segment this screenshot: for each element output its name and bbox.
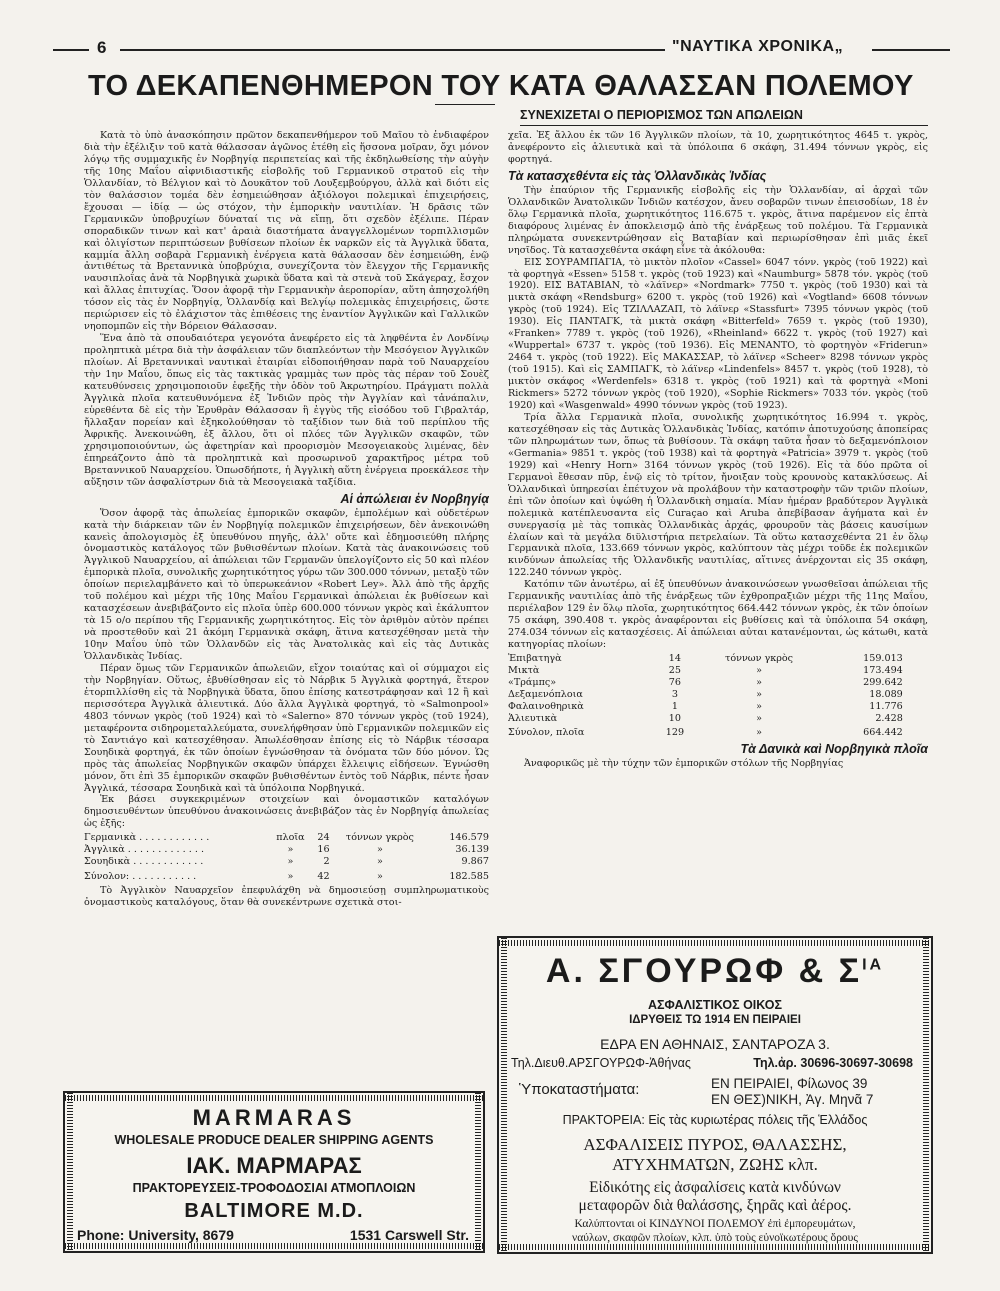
table-cell: 129 — [665, 727, 685, 739]
table-cell: 11.776 — [869, 700, 903, 712]
table-cell: Σουηδικὰ . . . . . . . . . . . . — [84, 856, 204, 868]
table-cell: 182.585 — [449, 871, 489, 883]
subhead-underline — [520, 125, 928, 126]
table-cell: 36.139 — [455, 844, 489, 856]
table-row — [508, 701, 903, 713]
ad-city: BALTIMORE M.D. — [184, 1200, 364, 1222]
table-cell: » — [376, 856, 383, 868]
table-row — [84, 844, 489, 856]
table-cell: 76 — [668, 676, 682, 688]
table-cell: 42 — [317, 871, 330, 883]
section-heading-norway-losses: Αἱ ἀπώλειαι ἐν Νορβηγίᾳ — [340, 491, 489, 506]
ad-company-name-latin: MARMARAS — [192, 1105, 356, 1130]
paragraph: Ἐκ βάσει συγκεκριμένων στοιχείων καὶ ὀνομαστικῶν καταλόγων δημοσιευθέντων ὑπευθύνου ἀνακοινώσεις ἀνεβιβάζον τὰς ἐν Νορβηγίᾳ ἀπωλείας ὡς ἐξῆς: — [84, 794, 489, 830]
ad-insurance-types-1: ΑΣΦΑΛΙΣΕΙΣ ΠΥΡΟΣ, ΘΑΛΑΣΣΗΣ, — [583, 1135, 847, 1154]
ad-border-pattern — [499, 1244, 931, 1250]
table-cell: 25 — [668, 664, 682, 676]
german-losses-by-category-table — [508, 653, 903, 739]
sgouros-insurance-advertisement — [497, 936, 933, 1254]
table-cell: 3 — [671, 688, 678, 700]
ad-branches-label: Ὑποκαταστήματα: — [519, 1081, 640, 1098]
paragraph: Τρία ἄλλα Γερμανικὰ πλοῖα, συνολικῆς χωρητικότητος 16.994 τ. γκρὸς, κατεσχέθησαν εἰς τὰς Δυτικὰς Ὁλλανδικὰς Ἰνδίας, κατόπιν ἀποτυχούσης ἀποπείρας τῶν πληρωμάτων των, ὅπως τὰ βυθίσουν. Τὰ σκάφη ταῦτα ἦσαν τὸ δεξαμενόπλοιον «Germania» 9851 τ. γκρὸς (τοῦ 1938) καὶ τὰ φορτηγὰ «Patricia» 3979 τ. γκρὸς (τοῦ 1929) καὶ «Henry Horn» 3164 τόννων γκρὸς (τοῦ 1926). Εἰς τὰ δύο πρῶτα οἱ Γερμανοὶ ἔθεσαν πῦρ, ἐνῷ εἰς τὸ τρίτον, ἤνοιξαν τοὺς κρουνοὺς κατακλύσεως. Αἱ Ὁλλανδικαὶ ὑπηρεσίαι ἐπέτυχον νὰ προλάβουν τὴν καταστροφὴν τῶν τριῶν πλοίων, ἐπὶ τῶν ὁποίων καὶ ὑψώθη ἡ Ὁλλανδικὴ σημαία. Μίαν ἡμέραν βραδύτερον Ἀγγλικὰ πολεμικὰ κατέπλευσαντα εἰς Curaçao καὶ Aruba ἀπεβίβασαν ἀγήματα καὶ ἐν συνεργασίᾳ μὲ τὰς τοπικὰς Ὁλλανδικὰς ἀρχάς, φρουροῦν τὰς βάσεις καυσίμων ἐλαίων καὶ τὰ μεγάλα διϋλιστήρια πετρελαίων. Τὰ οὕτω κατασχεθέντα 21 ἐν ὅλῳ Γερμανικὰ πλοῖα, 133.669 τόννων γκρὸς, καλύπτουν τὰς μέχρι τοῦδε ἐκ πολεμικῶν κινδύνων ἀπωλείας τῆς Ὁλλανδικῆς ναυτιλίας, αἵτινες ἀνέρχονται εἰς 35 σκάφη, 122.240 τόννων γκρὸς. — [508, 411, 928, 579]
ad-headquarters: ΕΔΡΑ ΕΝ ΑΘΗΝΑΙΣ, ΣΑΝΤΑΡΟΖΑ 3. — [600, 1036, 830, 1052]
company-name-superscript: ΙΑ — [862, 956, 885, 974]
paragraph: Κατὰ τὸ ὑπὸ ἀνασκόπησιν πρῶτον δεκαπενθήμερον τοῦ Μαΐου τὸ ἐνδιαφέρον διὰ τὴν ἐξέλιξιν τοῦ κατὰ θάλασσαν ἀγῶνος ἐτέθη εἰς ἥσσονα μοῖραν, ὄχι μόνον λόγῳ τῆς συμμαχικῆς ἐν Νορβηγίᾳ περιπετείας καὶ τῆς ἐκδηλωθείσης τὴν αὐγὴν τῆς 10ης Μαΐου αἰφνιδιαστικῆς εἰσβολῆς τοῦ Γερμανικοῦ στρατοῦ εἰς τὴν Ὁλλανδίαν, τὸ Βέλγιον καὶ τὸ Δουκᾶτον τοῦ Λουξεμβούργου, ἀλλὰ καὶ διότι εἰς τὸν θαλάσσιον τομέα δὲν ἐσημειώθησαν ἀξιόλογοι πολεμικαὶ ἐπιχειρήσεις, ἔχουσαι — ἰδίᾳ — ὡς στόχον, τὴν ἐμπορικὴν ναυτιλίαν. Ἡ δρᾶσις τῶν Γερμανικῶν ὑποβρυχίων δύναταί τις νὰ εἴπῃ, ὅτι σχεδὸν ἐξέλιπε. Πέραν σποραδικῶν τινων καὶ κατ' ἀραιὰ διαστήματα ἀναγγελλομένων τορπιλλισμῶν καὶ ὀλιγίστων περιπτώσεων βυθίσεων πλοίων ἐκ ναρκῶν εἰς τὰ Ἀγγλικὰ ὕδατα, καμμία ἄλλη σοβαρὰ Γερμανικὴ ἐνέργεια κατὰ θάλασσαν δὲν ἐσημειώθη, ἐνῷ ἀντιθέτως τὰ Βρεταννικὰ ὑποβρύχια, συνεχίζοντα τὸν ἔλεγχον τῆς Γερμανικῆς ναυσιπλοΐας ἀνὰ τὰ Νορβηγικὰ χωρικὰ ὕδατα καὶ τὰ στενὰ τοῦ Σκάγεραχ, ἔσχον καὶ ἄλλας ἐπιτυχίας. Ὅσον ἀφορᾷ τὴν Γερμανικὴν ἀεροπορίαν, αὕτη ἀπησχολήθη τόσον εἰς τὰς ἐν Νορβηγίᾳ, Ὁλλανδίᾳ καὶ Βελγίῳ πολεμικὰς ἐπιχειρήσεις, ὥστε περιώρισεν εἰς τὸ ἐλάχιστον τὰς ἐπιθέσεις της ἐναντίον Ἀγγλικῶν καὶ Γαλλικῶν νηοπομπῶν εἰς τὴν Βόρειον Θάλασσαν. — [84, 130, 489, 333]
table-cell: » — [756, 676, 762, 688]
ad-business-description: WHOLESALE PRODUCE DEALER SHIPPING AGENTS — [114, 1133, 434, 1147]
table-cell: 2.428 — [875, 712, 903, 724]
table-cell: » — [756, 700, 762, 712]
table-row — [508, 653, 903, 665]
header-rule-left — [53, 49, 89, 51]
marmaras-advertisement — [63, 1091, 485, 1253]
ad-tagline: ΑΣΦΑΛΙΣΤΙΚΟΣ ΟΙΚΟΣ — [648, 998, 782, 1012]
table-cell: 9.867 — [461, 856, 489, 868]
table-cell: Γερμανικὰ . . . . . . . . . . . . — [84, 832, 210, 844]
table-cell: Φαλαινοθηρικὰ — [508, 700, 584, 712]
ad-branch-thessaloniki: ΕΝ ΘΕΣ)ΝΙΚΗ, Ἀγ. Μηνᾶ 7 — [711, 1092, 874, 1107]
ad-telegraph: Τηλ.Διευθ.ΑΡΣΓΟΥΡΩΦ-Ἀθήνας — [511, 1056, 691, 1070]
page-number: 6 — [97, 38, 107, 57]
table-cell: «Τράμπς» — [508, 676, 557, 688]
table-cell: 664.442 — [863, 727, 903, 739]
norway-losses-table — [84, 832, 489, 883]
table-row — [508, 689, 903, 701]
table-cell: » — [756, 664, 762, 676]
paragraph: Ἕνα ἀπὸ τὰ σπουδαιότερα γεγονότα ἀνεφέρετο εἰς τὰ ληφθέντα ἐν Λονδίνῳ προληπτικὰ μέτρα διὰ τὴν ἀσφάλειαν τῶν διαπλεόντων τὴν Μεσόγειον Ἀγγλικῶν πλοίων. Αἱ Βρεταννικαὶ ναυτικαὶ ἑταιρίαι εἰδοποιήθησαν παρὰ τοῦ Ναυαρχείου τὴν 1ην Μαΐου, ὅπως εἰς τὰς τακτικὰς γραμμὰς των πρὸς τὰς πέραν τοῦ Σουὲζ κατευθύνσεις χρησιμοποιοῦν ἐφεξῆς τὴν ὁδὸν τοῦ Ἀκρωτηρίου. Πράγματι πολλὰ Ἀγγλικὰ πλοῖα κατευθυνόμενα ἐξ Ἰνδιῶν πρὸς τὴν Ἀγγλίαν καὶ τἀνάπαλιν, εὑρεθέντα δὲ εἰς τὴν Ἐρυθρὰν Θάλασσαν ἢ ἐγγὺς τῆς εἰσόδου τοῦ Γιβραλτάρ, ἤλλαξαν πορείαν καὶ ἐξηκολούθησαν τὸ ταξίδιον των διὰ τοῦ περίπλου τῆς Ἀφρικῆς. Ἀνεκοινώθη, ἐξ ἄλλου, ὅτι οἱ πλόες τῶν Ἀγγλικῶν σκαφῶν, τῶν χρησιμοποιούντων, ὡς ἀφετηρίαν καὶ προορισμὸν Μεσογειακοὺς λιμένας, δὲν ἐπηρεάζοντο ἀπὸ τὰ προληπτικὰ καὶ προσωρινοῦ χαρακτῆρος μέτρα τοῦ Βρεταννικοῦ Ναυαρχείου. Ὁπωσδήποτε, ἡ Ἀγγλικὴ αὕτη ἐνέργεια προεκάλεσε τὴν αὔξησιν τῶν ἀσφαλίστρων διὰ τὰ Μεσογειακὰ ταξίδια. — [84, 333, 489, 488]
table-cell: Μικτὰ — [508, 664, 540, 676]
ad-company-name-greek: ΙΑΚ. ΜΑΡΜΑΡΑΣ — [186, 1153, 362, 1178]
table-total-row — [84, 868, 489, 883]
table-total-row — [508, 724, 903, 739]
right-column — [508, 130, 928, 930]
ad-war-risks-1: Καλύπτονται οἱ ΚΙΝΔΥΝΟΙ ΠΟΛΕΜΟΥ ἐπὶ ἐμπορευμάτων, — [574, 1218, 856, 1230]
table-cell: τόννων γκρὸς — [345, 832, 414, 844]
table-cell: 16 — [317, 844, 330, 856]
ad-company-name — [499, 952, 931, 991]
table-cell: Ἐπιβατηγὰ — [508, 653, 562, 665]
table-cell: Ἁλιευτικὰ — [508, 712, 558, 724]
ad-address: 1531 Carswell Str. — [349, 1227, 469, 1243]
table-cell: » — [287, 844, 294, 856]
table-cell: » — [376, 871, 383, 883]
ad-services-greek: ΠΡΑΚΤΟΡΕΥΣΕΙΣ-ΤΡΟΦΟΔΟΣΙΑΙ ΑΤΜΟΠΛΟΙΩΝ — [132, 1181, 416, 1195]
paragraph: ΕΙΣ ΣΟΥΡΑΜΠΑΓΙΑ, τὸ μικτὸν πλοῖον «Cassel» 6047 τόνν. γκρὸς (τοῦ 1922) καὶ τὰ φορτηγὰ «Essen» 5158 τ. γκρὸς (τοῦ 1923) καὶ «Naumburg» 5878 τόν. γκρὸς (τοῦ 1920). ΕΙΣ ΒΑΤΑΒΙΑΝ, τὸ «λάϊνερ» «Nordmark» 7750 τ. γκρὸς (τοῦ 1930) καὶ τὰ μικτὰ σκάφη «Rendsburg» 6200 τ. γκρὸς (τοῦ 1926) καὶ «Vogtland» 6608 τόννων γκρὸς (τοῦ 1924). Εἰς ΤΖΙΛΛΑΖΑΠ, τὸ λάϊνερ «Stassfurt» 7395 τόννων γκρὸς (τοῦ 1930). Εἰς ΠΑΝΤΑΓΚ, τὰ μικτὰ σκάφη «Bitterfeld» 7659 τ. γκρὸς (τοῦ 1930), «Franken» 7789 τ. γκρὸς (τοῦ 1926), «Rheinland» 6622 τ. γκρὸς (τοῦ 1927) καὶ «Wuppertal» 6737 τ. γκρὸς (τοῦ 1936). Εἰς ΜΕΝΑΝΤΟ, τὸ φορτηγὸν «Friderun» 2464 τ. γκρὸς (τοῦ 1922). Εἰς ΜΑΚΑΣΣΑΡ, τὸ λάϊνερ «Scheer» 8298 τόννων γκρὸς (τοῦ 1915). Καὶ εἰς ΣΑΜΠΑΓΚ, τὸ λάϊνερ «Lindenfels» 8457 τ. γκρὸς (τοῦ 1928), τὸ μικτὸν σκάφος «Werdenfels» 6318 τ. γκρὸς (τοῦ 1921) καὶ τὰ φορτηγὰ «Moni Rickmers» 5272 τόννων γκρὸς (τοῦ 1920), «Sophie Rickmers» 7033 τόν. γκρὸς (τοῦ 1920) καὶ «Wasgenwald» 4990 τόννων γκρὸς (τοῦ 1923). — [508, 256, 928, 412]
table-row — [84, 832, 489, 844]
table-row — [84, 856, 489, 868]
table-cell: Δεξαμενόπλοια — [508, 688, 583, 700]
ad-phone: Phone: University, 8679 — [77, 1227, 234, 1243]
table-cell: 299.642 — [863, 676, 903, 688]
table-cell: » — [376, 844, 383, 856]
paragraph: Ὅσον ἀφορᾷ τὰς ἀπωλείας ἐμπορικῶν σκαφῶν, ἐμπολέμων καὶ οὐδετέρων κατὰ τὴν διάρκειαν τῶν ἐν Νορβηγίᾳ πολεμικῶν ἐπιχειρήσεων, δὲν ἀνεκοινώθη κανεὶς ἀπολογισμὸς ἐξ ὑπευθύνου πηγῆς, ἀλλ' οὔτε καὶ ἐδημοσιεύθη πλήρης ὀνομαστικὸς κατάλογος τῶν βυθισθέντων πλοίων. Κατὰ τὰς ἀνακοινώσεις τοῦ Ἀγγλικοῦ Ναυαρχείου, αἱ ἀπώλειαι τῶν Γερμανῶν ὑπελογίζοντο εἰς 50 καὶ πλέον ἐμπορικὰ πλοῖα, συνολικῆς χωρητικότητος γύρω τῶν 300.000 τόννων, μεταξὺ τῶν ὁποίων περιελαμβάνετο καὶ τὸ ὑπερωκεάνιον «Robert Ley». Ἀλλ ἀπὸ τῆς ἀρχῆς τοῦ πολέμου καὶ μέχρι τῆς 10ης Μαΐου Γερμανικαὶ ἀπώλειαι ἐκ βυθίσεων καὶ κατασχέσεων ἀνεβιβάζοντο εἰς πλοῖα ὑπὲρ 600.000 τόννων γκρὸς καὶ ἐκάλυπτον τὰ 15 ο/ο περίπου τῆς Γερμανικῆς χωρητικότητος. Εἰς τὸν ἀριθμὸν αὐτὸν πρέπει νὰ προστεθοῦν καὶ 21 ἀκόμη Γερμανικὰ σκάφη, ἅτινα κατεσχέθησαν μετὰ τὴν 10ην Μαΐου ὑπὸ τῶν Ὁλλανδῶν εἰς τὰς Ἀνατολικὰς καὶ εἰς τὰς Δυτικὰς Ὁλλανδικὰς Ἰνδίας. — [84, 507, 489, 663]
ad-branch-piraeus: ΕΝ ΠΕΙΡΑΙΕΙ, Φίλωνος 39 — [711, 1076, 868, 1091]
table-cell: 1 — [671, 700, 678, 712]
section-heading-dutch-indies: Τὰ κατασχεθέντα εἰς τὰς Ὁλλανδικὰς Ἰνδίας — [508, 168, 767, 183]
paragraph: Τὸ Ἀγγλικὸν Ναυαρχεῖον ἐπεφυλάχθη νὰ δημοσιεύσῃ συμπληρωματικοὺς ὀνομαστικοὺς καταλόγους, ὅταν θὰ συνεκέντρωνε σχετικὰ στοι- — [84, 884, 489, 908]
table-cell: 159.013 — [863, 653, 903, 665]
ad-border-pattern — [499, 940, 931, 946]
table-cell: » — [287, 856, 294, 868]
table-cell: » — [756, 727, 762, 739]
ad-border-pattern — [65, 1095, 483, 1101]
article-subheading: ΣΥΝΕΧΙΖΕΤΑΙ Ο ΠΕΡΙΟΡΙΣΜΟΣ ΤΩΝ ΑΠΩΛΕΙΩΝ — [520, 108, 803, 122]
table-cell: 146.579 — [449, 832, 489, 844]
ad-specialty-2: μεταφορῶν διὰ θαλάσσης, ξηρᾶς καὶ ἀέρος. — [578, 1197, 852, 1214]
table-cell: 173.494 — [863, 664, 903, 676]
table-cell: Ἀγγλικὰ . . . . . . . . . . . . . — [84, 844, 205, 856]
table-cell: πλοῖα — [276, 832, 305, 844]
table-cell: 18.089 — [869, 688, 903, 700]
table-cell: Σύνολον: . . . . . . . . . . . — [84, 871, 197, 883]
table-cell: » — [287, 871, 294, 883]
paragraph: χεῖα. Ἐξ ἄλλου ἐκ τῶν 16 Ἀγγλικῶν πλοίων, τὰ 10, χωρητικότητος 4645 τ. γκρὸς, ἀνεφέροντο εἰς ἁλιευτικὰ καὶ τὰ ὑπόλοιπα 6 σκάφη, 31.494 τόννων γκρὸς, εἰς φορτηγά. — [508, 130, 928, 165]
table-cell: τόννων γκρὸς — [725, 653, 794, 665]
table-row — [508, 665, 903, 677]
ad-specialty-1: Εἰδικότης εἰς ἀσφαλίσεις κατὰ κινδύνων — [589, 1179, 841, 1196]
paragraph: Ἀναφορικῶς μὲ τὴν τύχην τῶν ἐμπορικῶν στόλων τῆς Νορβηγίας — [524, 758, 844, 770]
paragraph: Πέραν ὅμως τῶν Γερμανικῶν ἀπωλειῶν, εἴχον τοιαύτας καὶ οἱ σύμμαχοι εἰς τὴν Νορβηγίαν. Οὕτως, ἐβυθίσθησαν εἰς τὸ Νάρβικ 5 Ἀγγλικὰ φορτηγά, ἕτερον ἐτορπιλλίσθη εἰς τὰ Νορβηγικὰ ὕδατα, ὅπου ἐπίσης κατεστράφησαν καὶ 12 ἢ καὶ περισσότερα Ἀγγλικὰ ἁλιευτικά. Δύο ἄλλα Ἀγγλικὰ φορτηγά, τὸ «Salmonpool» 4803 τόννων γκρὸς (τοῦ 1924) καὶ τὸ «Salerno» 870 τόννων γκρὸς (τοῦ 1924), μεταφέροντα σιδηρομεταλλεύματα, συνελήφθησαν ὑπὸ Γερμανικῶν πολεμικῶν εἰς τὸ Σαντιάγο καὶ κατεσχέθησαν. Ἀπωλέσθησαν ἐπίσης εἰς τὸ Νάρβικ τέσσαρα Σουηδικὰ φορτηγά, ἐκ τῶν ὁποίων ἐγνώσθησαν τὰ ὀνόματα τῶν δύο μόνον. Ὡς πρὸς τὰς ἀπωλείας Νορβηγικῶν σκαφῶν ὑπάρχει ἔλλειψις εἰδήσεων. Ἐγνώσθη μόνον, ὅτι ἐπὶ 35 ἐμπορικῶν σκαφῶν βυθισθέντων ἐντὸς τοῦ Νάρβικ, πέντε ἦσαν Ἀγγλικά, τέσσαρα Σουηδικὰ καὶ τὰ ὑπόλοιπα Νορβηγικά. — [84, 662, 489, 794]
table-cell: 14 — [668, 653, 682, 665]
ad-telephone: Τηλ.ἀρ. 30696-30697-30698 — [753, 1056, 913, 1070]
table-cell: » — [756, 712, 762, 724]
table-cell: » — [756, 688, 762, 700]
ad-founded: ΙΔΡΥΘΕΙΣ ΤΩ 1914 ΕΝ ΠΕΙΡΑΙΕΙ — [629, 1014, 801, 1026]
left-column — [84, 130, 489, 1072]
paragraph: Κατόπιν τῶν ἀνωτέρω, αἱ ἐξ ὑπευθύνων ἀνακοινώσεων γνωσθεῖσαι ἀπώλειαι τῆς Γερμανικῆς ναυτιλίας ἀπὸ τῆς ἐνάρξεως τῶν ἐχθροπραξιῶν μέχρι τῆς 11ης Μαΐου, περιέλαβον 129 ἐν ὅλῳ πλοῖα, χωρητικότητος 664.442 τόννων γκρὸς, ἐκ τῶν ὁποίων 75 σκάφη, 390.408 τ. γκρὸς ἀναφέρονται εἰς βυθίσεις καὶ τὰ ὑπόλοιπα 54 σκάφη, 274.034 τόννων εἰς κατασχέσεις. Αἱ ἀπώλειαι αὐται κατανέμονται, ὡς κάτωθι, κατὰ κατηγορίας πλοίων: — [508, 579, 928, 651]
table-row — [508, 713, 903, 725]
ad-border-pattern — [65, 1243, 483, 1249]
ad-war-risks-2: ναύλων, σκαφῶν πλοίων, κλπ. ὑπὸ τοὺς εὐνοϊκωτέρους ὅρους — [572, 1232, 858, 1244]
ad-agencies: ΠΡΑΚΤΟΡΕΙΑ: Εἰς τὰς κυριωτέρας πόλεις τῆς Ἑλλάδος — [562, 1113, 868, 1127]
article-headline: ΤΟ ΔΕΚΑΠΕΝΘΗΜΕΡΟΝ ΤΟΥ ΚΑΤΑ ΘΑΛΑΣΣΑΝ ΠΟΛΕΜΟΥ — [88, 70, 914, 102]
header-rule-right — [872, 49, 950, 51]
table-cell: 2 — [323, 856, 330, 868]
headline-underline — [435, 104, 495, 105]
table-cell: Σύνολον, πλοῖα — [508, 727, 585, 739]
table-row — [508, 677, 903, 689]
journal-name: "ΝΑΥΤΙΚΑ ΧΡΟΝΙΚΑ„ — [672, 38, 844, 55]
table-cell: 10 — [668, 712, 682, 724]
header-rule-center — [120, 49, 665, 51]
company-name-text: Α. ΣΓΟΥΡΩΦ & Σ — [545, 952, 863, 990]
table-cell: 24 — [317, 832, 330, 844]
paragraph: Τὴν ἐπαύριον τῆς Γερμανικῆς εἰσβολῆς εἰς τὴν Ὁλλανδίαν, αἱ ἀρχαὶ τῶν Ὁλλανδικῶν Ἀνατολικῶν Ἰνδιῶν κατέσχον, ἄνευ σοβαρῶν τινων ἐπεισοδίων, 18 ἐν ὅλῳ Γερμανικὰ πλοῖα, χωρητικότητος 116.675 τ. γκρὸς, ἅτινα παρέμενον εἰς ἑπτὰ διαφόρους λιμένας ἐν ἀποκλεισμῷ ἀπὸ τῆς ἐνάρξεως τοῦ πολέμου. Τὰ Γερμανικὰ πληρώματα συνεκεντρώθησαν εἰς Βαταβίαν καὶ περιωρίσθησαν ἐπὶ μιᾶς ἐκεῖ νησῖδος. Τὰ κατασχεθέντα σκάφη εἶνε τὰ ἀκόλουθα: — [508, 184, 928, 256]
section-heading-danish-norwegian-ships: Τὰ Δανικὰ καὶ Νορβηγικὰ πλοῖα — [740, 742, 928, 757]
ad-insurance-types-2: ΑΤΥΧΗΜΑΤΩΝ, ΖΩΗΣ κλπ. — [612, 1155, 818, 1174]
